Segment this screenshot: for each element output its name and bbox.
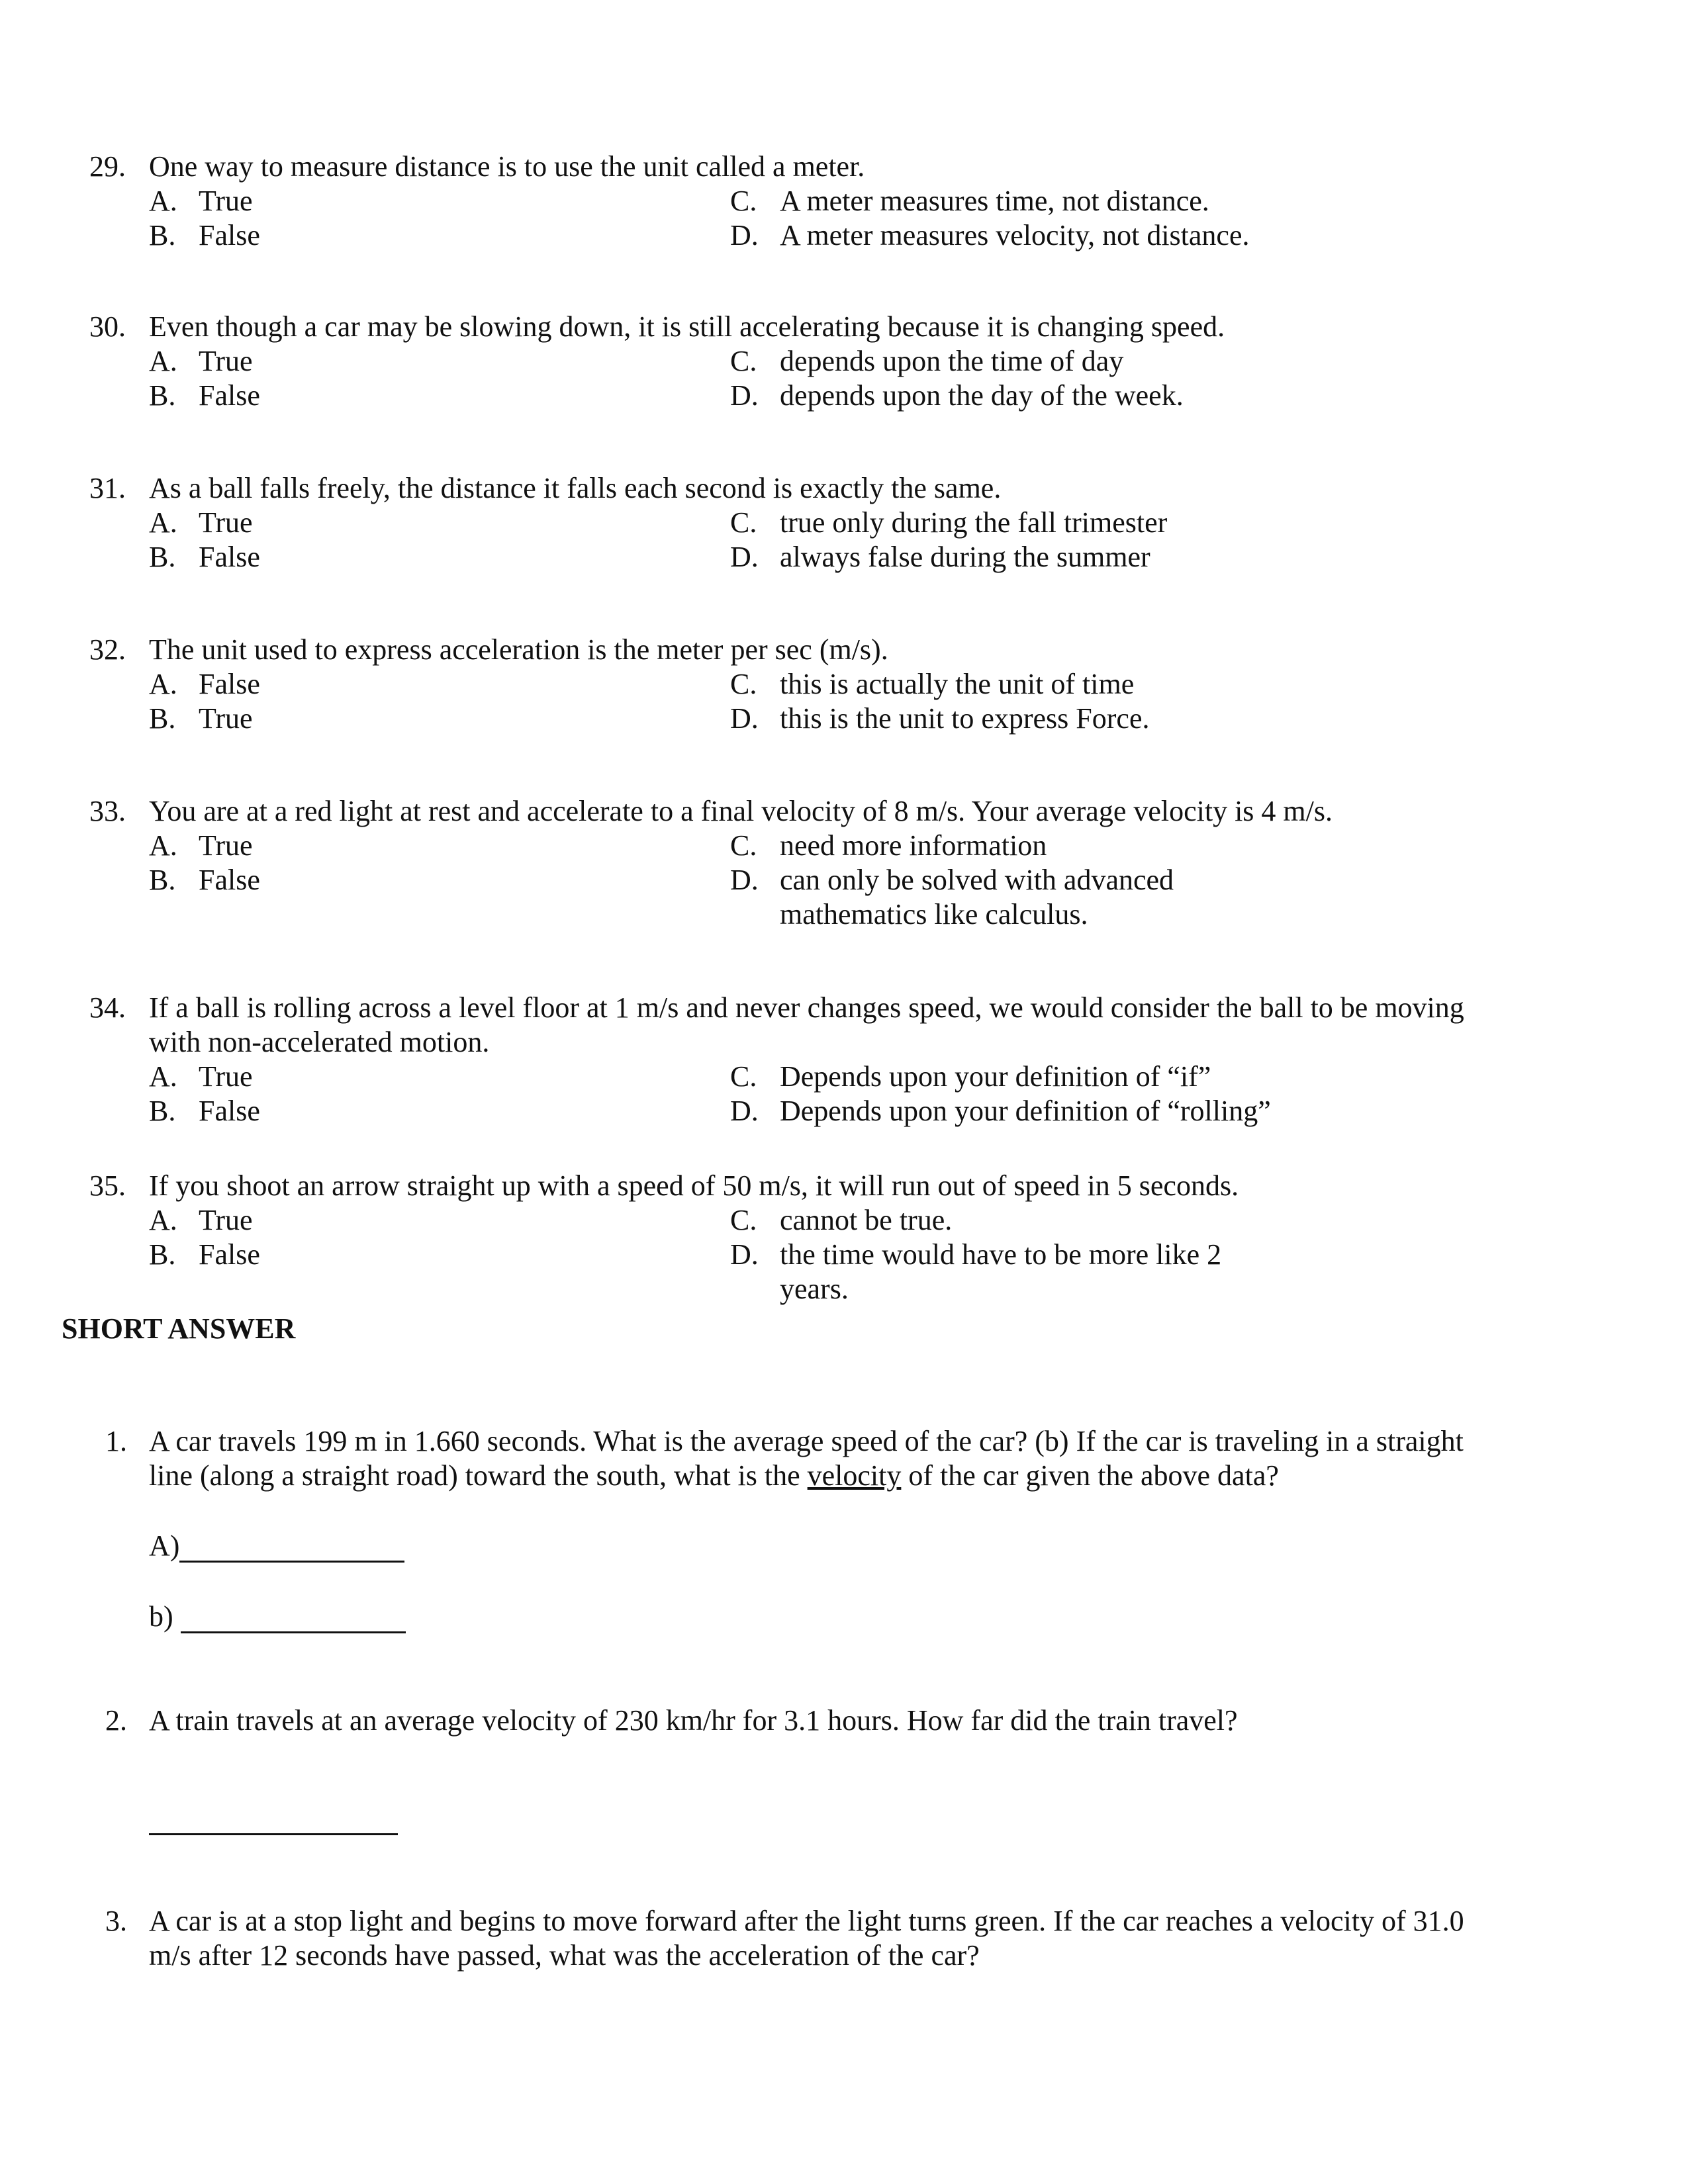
question-number: 2. [105, 1704, 127, 1737]
question-text-continued: line (along a straight road) toward the south, what is the velocity of the car given the above data? [149, 1459, 1279, 1492]
option-d: D. can only be solved with advanced [730, 864, 1174, 896]
question-35 [0, 1169, 1688, 1306]
answer-a-line [149, 1529, 404, 1563]
question-30 [0, 310, 1688, 413]
answer-b-label: b) [149, 1600, 173, 1633]
question-text-continued: m/s after 12 seconds have passed, what was the acceleration of the car? [149, 1939, 980, 1972]
option-a: A. True [149, 829, 253, 862]
question-number: 31. [89, 472, 126, 504]
question-text: A train travels at an average velocity of 230 km/hr for 3.1 hours. How far did the train travel? [149, 1704, 1238, 1737]
option-c: C. Depends upon your definition of “if” [730, 1060, 1211, 1093]
option-b: B. False [149, 1238, 260, 1271]
question-number: 35. [89, 1169, 126, 1202]
question-text: If you shoot an arrow straight up with a speed of 50 m/s, it will run out of speed in 5 seconds. [149, 1169, 1239, 1202]
question-text: As a ball falls freely, the distance it falls each second is exactly the same. [149, 472, 1002, 504]
answer-b-line [149, 1600, 406, 1634]
option-b: B. True [149, 702, 253, 735]
answer-b-blank[interactable] [181, 1600, 406, 1633]
answer-2-line [149, 1801, 398, 1836]
question-number: 29. [89, 150, 126, 183]
question-text: One way to measure distance is to use the unit called a meter. [149, 150, 865, 183]
option-d-continued: years. [780, 1273, 849, 1305]
option-b: B. False [149, 541, 260, 573]
question-31 [0, 471, 1688, 574]
option-b: B. False [149, 219, 260, 251]
question-number: 1. [105, 1425, 127, 1457]
question-text: Even though a car may be slowing down, it is still accelerating because it is changing speed. [149, 310, 1225, 343]
question-text: A car travels 199 m in 1.660 seconds. What is the average speed of the car? (b) If the car is traveling in a straight [149, 1425, 1464, 1457]
option-c: C. A meter measures time, not distance. [730, 185, 1209, 217]
question-text: If a ball is rolling across a level floor at 1 m/s and never changes speed, we would consider the ball to be moving [149, 991, 1464, 1024]
option-c: C. need more information [730, 829, 1047, 862]
question-text: The unit used to express acceleration is the meter per sec (m/s). [149, 633, 888, 666]
section-heading: SHORT ANSWER [62, 1312, 296, 1345]
option-c: C. cannot be true. [730, 1204, 953, 1236]
question-number: 33. [89, 795, 126, 827]
question-34 [0, 991, 1688, 1128]
option-c: C. this is actually the unit of time [730, 668, 1135, 700]
short-answer-2 [0, 1704, 1688, 1738]
question-33 [0, 794, 1688, 932]
option-d: D. always false during the summer [730, 541, 1150, 573]
option-b: B. False [149, 864, 260, 896]
option-a: A. True [149, 345, 253, 377]
question-text: A car is at a stop light and begins to move forward after the light turns green. If the car reaches a velocity of 31.0 [149, 1905, 1464, 1937]
option-d: D. depends upon the day of the week. [730, 379, 1184, 412]
question-number: 34. [89, 991, 126, 1024]
option-a: A. False [149, 668, 260, 700]
answer-a-blank[interactable] [179, 1529, 404, 1563]
option-a: A. True [149, 185, 253, 217]
option-a: A. True [149, 1204, 253, 1236]
option-b: B. False [149, 1095, 260, 1127]
answer-2-blank[interactable] [149, 1801, 398, 1835]
answer-a-label: A) [149, 1529, 180, 1562]
option-d-continued: mathematics like calculus. [780, 898, 1088, 931]
question-number: 32. [89, 633, 126, 666]
underlined-term: velocity [807, 1459, 902, 1492]
option-c: C. true only during the fall trimester [730, 506, 1168, 539]
short-answer-1 [0, 1424, 1688, 1493]
question-29 [0, 150, 1688, 253]
option-a: A. True [149, 506, 253, 539]
question-number: 3. [105, 1905, 127, 1937]
option-b: B. False [149, 379, 260, 412]
option-c: C. depends upon the time of day [730, 345, 1124, 377]
option-d: D. A meter measures velocity, not distance. [730, 219, 1250, 251]
option-a: A. True [149, 1060, 253, 1093]
short-answer-3 [0, 1904, 1688, 1973]
option-d: D. Depends upon your definition of “rolling” [730, 1095, 1271, 1127]
option-d: D. the time would have to be more like 2 [730, 1238, 1222, 1271]
question-text-continued: with non-accelerated motion. [149, 1026, 490, 1058]
question-text: You are at a red light at rest and accelerate to a final velocity of 8 m/s. Your average velocity is 4 m/s. [149, 795, 1333, 827]
question-32 [0, 633, 1688, 736]
option-d: D. this is the unit to express Force. [730, 702, 1150, 735]
question-number: 30. [89, 310, 126, 343]
